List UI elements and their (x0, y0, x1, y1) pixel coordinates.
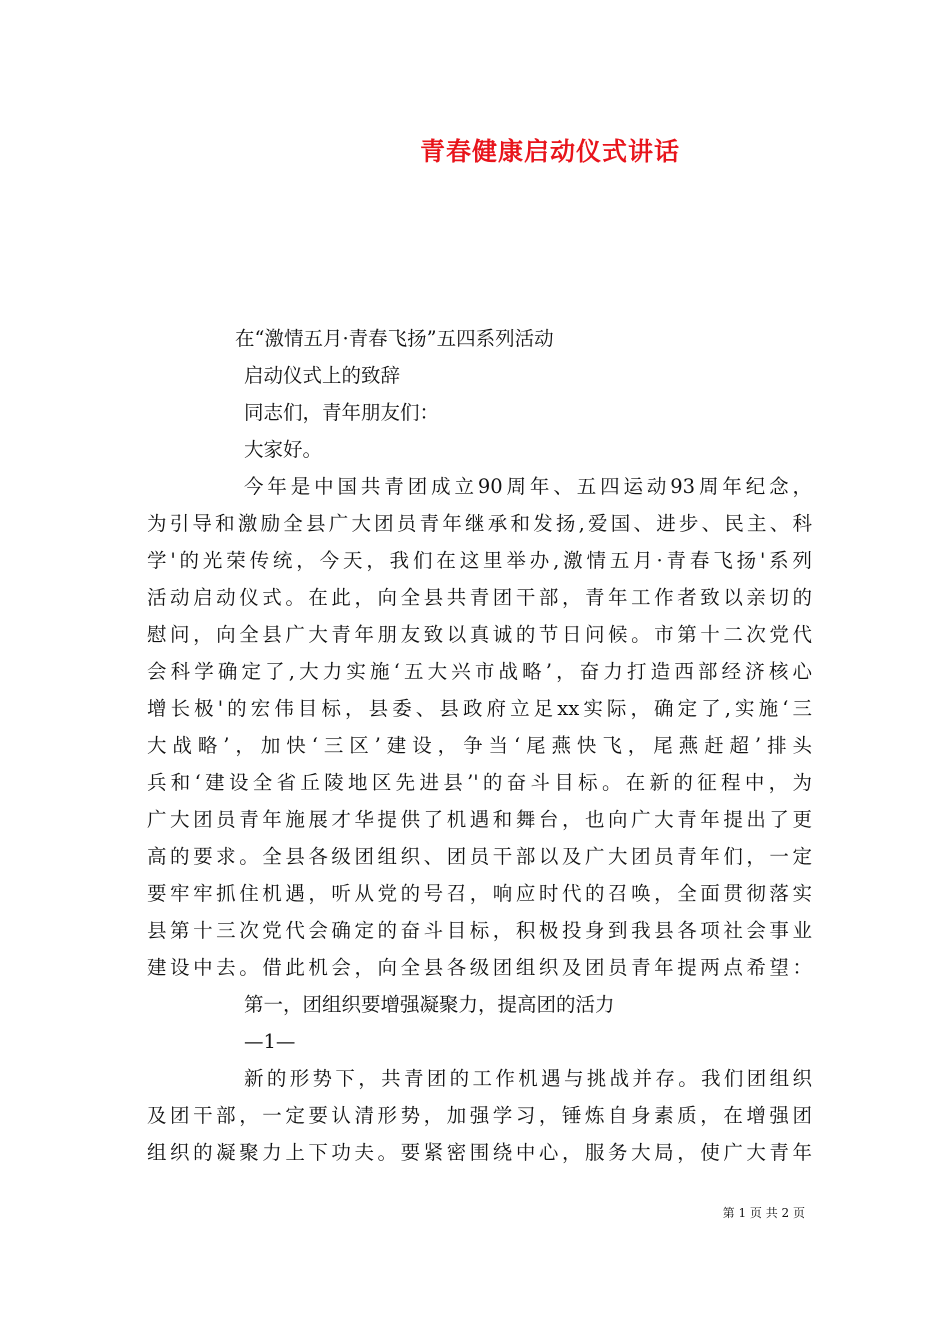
page-marker: —1— (244, 1030, 296, 1053)
text-line: 建设中去。借此机会，向全县各级团组织及团员青年提两点希望： (147, 956, 812, 979)
text-line: 广大团员青年施展才华提供了机遇和舞台，也向广大青年提出了更 (147, 808, 812, 831)
text-line: 及团干部，一定要认清形势，加强学习，锤炼自身素质，在增强团 (147, 1104, 812, 1127)
text-line: 县第十三次党代会确定的奋斗目标，积极投身到我县各项社会事业 (147, 919, 812, 942)
text-line: 今年是中国共青团成立90周年、五四运动93周年纪念， (244, 475, 812, 498)
text-line: 要牢牢抓住机遇，听从党的号召，响应时代的召唤，全面贯彻落实 (147, 882, 812, 905)
text-line: 大家好。 (244, 438, 323, 461)
text-line: 大战略’，加快‘三区’建设，争当‘尾燕快飞，尾燕赶超’排头 (147, 734, 812, 757)
text-line: 慰问，向全县广大青年朋友致以真诚的节日问候。市第十二次党代 (147, 623, 812, 646)
document-body (147, 320, 812, 1171)
text-line: 活动启动仪式。在此，向全县共青团干部，青年工作者致以亲切的 (147, 586, 812, 609)
section-heading: 第一，团组织要增强凝聚力，提高团的活力 (244, 993, 615, 1016)
text-line: 高的要求。全县各级团组织、团员干部以及广大团员青年们，一定 (147, 845, 812, 868)
text-line: 同志们，青年朋友们： (244, 401, 440, 424)
text-line: 学'的光荣传统，今天，我们在这里举办,激情五月·青春飞扬'系列 (147, 549, 812, 572)
text-line: 启动仪式上的致辞 (244, 364, 401, 387)
text-line: 组织的凝聚力上下功夫。要紧密围绕中心，服务大局，使广大青年 (147, 1141, 812, 1164)
text-line: 新的形势下，共青团的工作机遇与挑战并存。我们团组织 (244, 1067, 812, 1090)
document-title: 青春健康启动仪式讲话 (419, 137, 680, 166)
text-line: 会科学确定了,大力实施‘五大兴市战略’，奋力打造西部经济核心 (147, 660, 812, 683)
text-line: 在“激情五月·青春飞扬”五四系列活动 (235, 327, 554, 350)
text-line: 为引导和激励全县广大团员青年继承和发扬,爱国、进步、民主、科 (147, 512, 812, 535)
page-number: 第 1 页 共 2 页 (722, 1206, 805, 1220)
text-line: 增长极'的宏伟目标，县委、县政府立足xx实际，确定了,实施‘三 (147, 697, 812, 720)
text-line: 兵和‘建设全省丘陵地区先进县’'的奋斗目标。在新的征程中，为 (147, 771, 812, 794)
